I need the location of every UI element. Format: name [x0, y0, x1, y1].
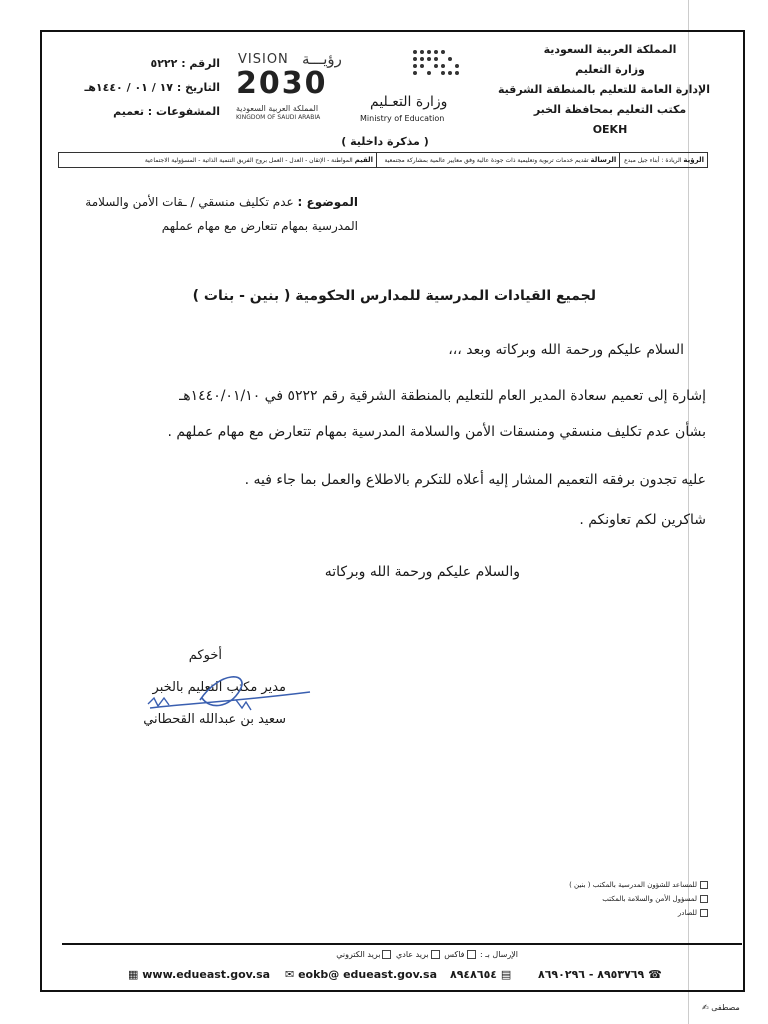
footer-phones	[538, 968, 662, 981]
internal-memo-label: ( مذكرة داخلية )	[341, 135, 429, 148]
send-email-label: بريد الكتروني	[336, 950, 381, 959]
cc-checkbox	[700, 909, 708, 917]
ministry-header-block	[497, 40, 710, 140]
send-mail-checkbox	[431, 950, 440, 959]
send-via-row	[336, 950, 518, 959]
strip-mission-text: تقديم خدمات تربوية وتعليمية ذات جودة عالية وفق معايير عالمية بمشاركة مجتمعية	[384, 156, 589, 164]
phone-icon: ☎	[648, 968, 662, 981]
send-mail-label: بريد عادي	[396, 950, 429, 959]
addressee: لجميع القيادات المدرسية للمدارس الحكومية ( بنين - بنات )	[192, 288, 596, 304]
body-paragraph-1-line-1: إشارة إلى تعميم سعادة المدير العام للتعليم بالمنطقة الشرقية رقم ٥٢٢٢ في ١٤٤٠/٠١/١٠هـ	[179, 388, 706, 404]
signature-name: سعيد بن عبدالله القحطاني	[143, 712, 286, 727]
footer-fax	[450, 968, 511, 981]
subject-label: الموضوع :	[297, 195, 358, 209]
website-text: www.edueast.gov.sa	[142, 968, 271, 981]
closing-greeting: والسلام عليكم ورحمة الله وبركاته	[324, 564, 520, 580]
footer-email	[285, 968, 437, 981]
vision-mission-values-strip	[58, 152, 708, 168]
cc-checkbox	[700, 895, 708, 903]
footer-website	[128, 968, 270, 981]
vision-kingdom-ar: المملكة العربية السعودية	[236, 104, 319, 113]
cc-checkbox	[700, 881, 708, 889]
vision-kingdom-en: KINGDOM OF SAUDI ARABIA	[236, 114, 321, 121]
website-icon: ▦	[128, 968, 139, 981]
vision-year: 2030	[236, 66, 328, 101]
thanks-line: شاكرين لكم تعاونكم .	[579, 512, 706, 528]
header-line-code: OEKH	[592, 123, 628, 136]
reference-number: الرقم : ٥٢٢٢	[150, 57, 220, 70]
strip-vision-cell	[619, 153, 707, 167]
subject-block	[58, 190, 358, 238]
header-line-directorate: الإدارة العامة للتعليم بالمنطقة الشرقية	[497, 83, 710, 96]
signature-brothers: أخوكم	[188, 648, 222, 663]
send-email-checkbox	[382, 950, 391, 959]
body-paragraph-1-line-2: بشأن عدم تكليف منسقي ومنسقات الأمن والسلامة المدرسية بمهام تتعارض مع مهام عملهم .	[167, 424, 706, 440]
strip-vision-label: الرؤية	[683, 156, 704, 164]
cc-item: للمساعد للشؤون المدرسية بالمكتب ( بنين )	[569, 878, 708, 892]
strip-vision-text: الريادة : أبناء جيل مبدع	[624, 156, 682, 164]
send-fax-checkbox	[467, 950, 476, 959]
header-line-kingdom: المملكة العربية السعودية	[543, 43, 677, 56]
attachments: المشفوعات : تعميم	[113, 105, 220, 118]
vision-word-en: VISION	[238, 52, 289, 67]
reference-date: التاريخ : ١٧ / ٠١ / ١٤٤٠هـ	[84, 81, 220, 94]
phones-text: ٨٩٥٣٧٦٩ - ٨٦٩٠٢٩٦	[538, 968, 645, 981]
header-line-office: مكتب التعليم بمحافظة الخبر	[533, 103, 687, 116]
header-line-ministry: وزارة التعليم	[575, 63, 645, 76]
reference-block	[70, 52, 220, 124]
strip-values-label: القيم	[354, 156, 374, 164]
ministry-name-ar: وزارة التعـليم	[370, 94, 448, 110]
envelope-icon: ✉	[285, 968, 295, 981]
send-via-label: الإرسال بـ :	[480, 950, 518, 959]
greeting: السلام عليكم ورحمة الله وبركاته وبعد ،،،	[448, 342, 684, 358]
vision-word-ar: رؤيـــة	[302, 50, 342, 68]
ministry-name-en: Ministry of Education	[360, 114, 445, 123]
email-text: eokb@ edueast.gov.sa	[298, 968, 437, 981]
typist-name: مصطفى	[711, 1003, 740, 1012]
strip-mission-cell	[376, 153, 619, 167]
cc-item: لمسؤول الأمن والسلامة بالمكتب	[569, 892, 708, 906]
strip-mission-label: الرسالة	[590, 156, 617, 164]
handwritten-signature-icon	[140, 660, 320, 720]
cc-list	[569, 878, 708, 920]
strip-values-text: المواطنة - الإتقان - العدل - العمل بروح الفريق التنمية الذاتية - المسؤولية الاجتماعية	[144, 156, 353, 164]
strip-values-cell	[59, 153, 376, 167]
subject-text-1: عدم تكليف منسقي / ـقات الأمن والسلامة	[85, 195, 294, 209]
subject-text-2: المدرسية بمهام تتعارض مع مهام عملهم	[161, 219, 358, 233]
pen-icon: ✍	[702, 1003, 709, 1012]
signature-title: مدير مكتب التعليم بالخبر	[152, 680, 286, 695]
send-fax-label: فاكس	[444, 950, 465, 959]
cc-item: للصادر	[569, 906, 708, 920]
typist-mark	[702, 1003, 740, 1012]
ministry-of-education-logo	[360, 48, 470, 128]
page-border	[40, 30, 745, 992]
subject-line-1	[58, 190, 358, 214]
moe-dots-icon	[360, 48, 470, 88]
fax-text: ٨٩٤٨٦٥٤	[450, 968, 497, 981]
footer-separator	[62, 943, 742, 945]
fax-icon: ▤	[500, 968, 512, 981]
vision-2030-logo	[232, 52, 362, 124]
body-paragraph-2: عليه تجدون برفقه التعميم المشار إليه أعلاه للتكرم بالاطلاع والعمل بما جاء فيه .	[244, 472, 706, 488]
